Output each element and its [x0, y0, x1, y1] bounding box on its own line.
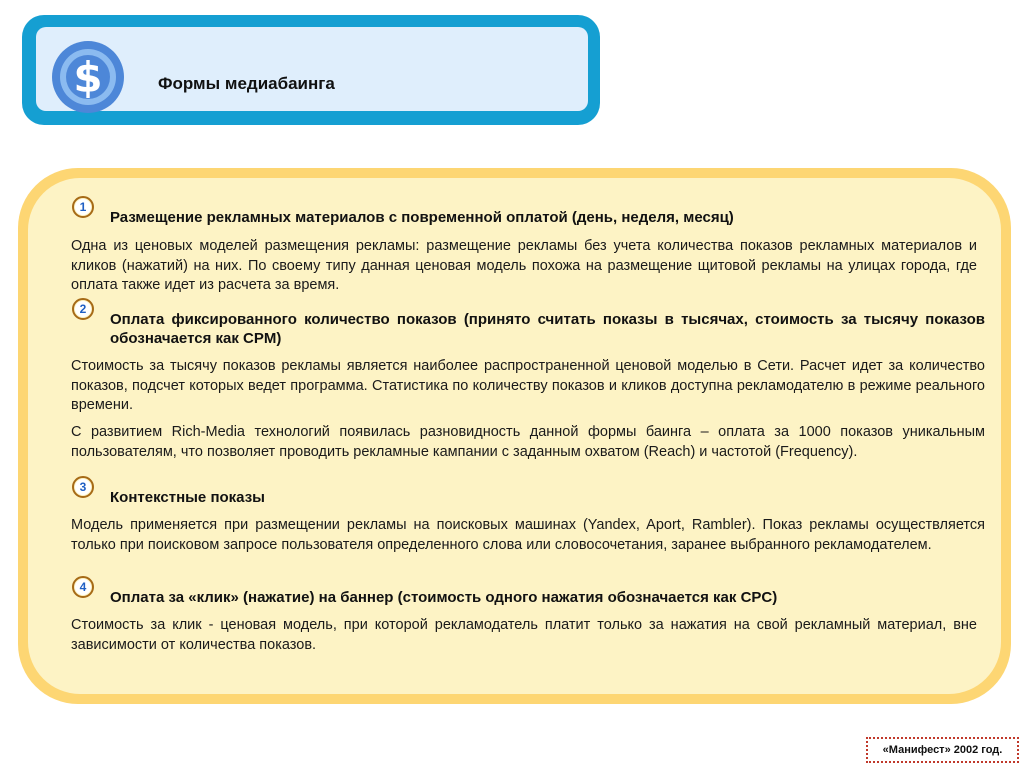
- section-heading: Оплата за «клик» (нажатие) на баннер (стоимость одного нажатия обозначается как CPC): [110, 589, 778, 606]
- svg-text:$: $: [73, 53, 103, 102]
- section-paragraph: Модель применяется при размещении рекламы на поисковых машинах (Yandex, Aport, Rambler). Показ рекламы осуществляется только при поисковом запросе пользователя определенного слова или словосочетания, заранее выбранного рекламодателем.: [71, 517, 985, 553]
- section-number-badge: 1: [72, 196, 94, 218]
- section-number-badge: 2: [72, 298, 94, 320]
- page-title: Формы медиабаинга: [158, 74, 335, 93]
- section-paragraph: С развитием Rich-Media технологий появилась разновидность данной формы баинга – оплата за 1000 показов уникальным пользователям, что позволяет проводить рекламные кампании с заданным охватом (Reach) и частотой (Frequency).: [71, 424, 985, 460]
- header-panel: [22, 15, 600, 125]
- section-heading: Размещение рекламных материалов с повременной оплатой (день, неделя, месяц): [110, 209, 734, 226]
- footer-credit: «Манифест» 2002 год.: [866, 737, 1019, 763]
- section-heading: Оплата фиксированного количество показов (принято считать показы в тысячах, стоимость за тысячу показов обозначается как CPM): [110, 311, 985, 347]
- section-heading: Контекстные показы: [110, 489, 265, 506]
- section-paragraph: Одна из ценовых моделей размещения рекламы: размещение рекламы без учета количества показов рекламных материалов и кликов (нажатий) на них. По своему типу данная ценовая модель похожа на размещение щитовой рекламы на улицах города, где оплата также идет из расчета за время.: [71, 238, 977, 293]
- dollar-coin-icon: [52, 41, 124, 113]
- section-number-badge: 4: [72, 576, 94, 598]
- section-paragraph: Стоимость за тысячу показов рекламы является наиболее распространенной ценовой моделью в Сети. Расчет идет за количество показов, подсчет которых ведет программа. Статистика по количеству показов и кликов доступна рекламодателю в режиме реального времени.: [71, 358, 985, 413]
- section-paragraph: Стоимость за клик - ценовая модель, при которой рекламодатель платит только за нажатия на свой рекламный материал, вне зависимости от количества показов.: [71, 617, 977, 653]
- section-number-badge: 3: [72, 476, 94, 498]
- header-inner: [36, 27, 588, 111]
